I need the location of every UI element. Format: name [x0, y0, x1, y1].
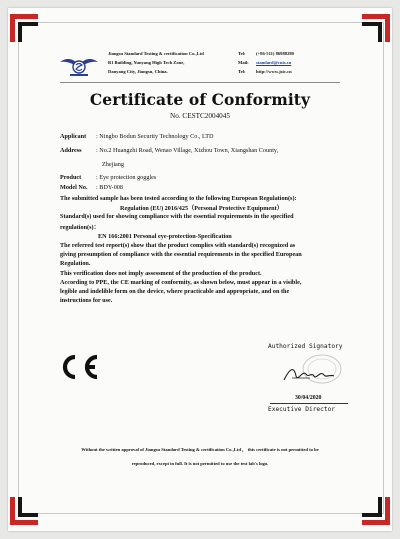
- web-label: Tel:: [238, 69, 246, 74]
- corner-ornament-top-left: [10, 14, 40, 44]
- signature-line: [270, 403, 348, 404]
- statement-line: Standard(s) used for showing compliance with the essential requirements in the specified: [60, 213, 294, 220]
- model-value: : BDY-008: [96, 184, 123, 191]
- issuer-address-line: B1 Building, Yunyang High Tech Zone,: [108, 60, 185, 65]
- issue-date: 30/04/2020: [295, 395, 322, 401]
- address-value: : No.2 Huangzhi Road, Wenao Village, Xizhou Town, Xiangshan County,: [96, 147, 279, 154]
- issuer-contacts: [238, 49, 294, 76]
- header-divider: [60, 82, 340, 83]
- issuer-address-line: Danyang City, Jiangsu, China.: [108, 69, 168, 74]
- model-label: Model No.: [60, 184, 88, 191]
- statement-line: instructions for use.: [60, 297, 113, 304]
- standard-line: EN 166:2001 Personal eye-protection-Specification: [98, 233, 232, 240]
- address-label: Address: [60, 147, 82, 154]
- regulation-line: Regulation (EU) 2016/425（Personal Protective Equipment）: [120, 205, 283, 212]
- tel-label: Tel:: [238, 51, 246, 56]
- address-row: [60, 147, 278, 154]
- handwritten-signature-icon: [280, 360, 340, 388]
- issuer-address: [108, 49, 204, 76]
- statement-line: This verification does not imply assessment of the production of the product.: [60, 270, 262, 277]
- statement-line: giving presumption of compliance with the essential requirements in the specified European: [60, 251, 302, 258]
- product-row: [60, 174, 156, 181]
- applicant-value: : Ningbo Bodun Security Technology Co., LTD: [96, 133, 214, 140]
- signatory-title: Executive Director: [268, 406, 336, 413]
- applicant-row: [60, 133, 213, 140]
- footer-line: reproduced, except in full. It is not permitted to use the test lab's logo.: [131, 461, 269, 466]
- mail-label: Mail:: [238, 60, 249, 65]
- corner-ornament-bottom-left: [10, 495, 40, 525]
- ce-mark-icon: [56, 352, 100, 382]
- corner-ornament-top-right: [360, 14, 390, 44]
- certificate-number: No. CESTC2004045: [170, 112, 230, 120]
- issuer-name: Jiangsu Standard Testing & certification Co.,Ltd: [108, 51, 204, 56]
- statement-line: legible and indelible form on the device, where practicable and appropriate, and on the: [60, 288, 290, 295]
- mail-link[interactable]: standard@cnis.cn: [256, 60, 292, 65]
- corner-ornament-bottom-right: [360, 495, 390, 525]
- web-value: http://www.jstc.cn: [256, 69, 292, 74]
- model-row: [60, 184, 123, 191]
- footer-line: Without the written approval of Jiangsu Standard Testing & certification Co.,Ltd ， this certificate is not permitted to be: [81, 447, 319, 452]
- applicant-label: Applicant: [60, 133, 87, 140]
- statement-line: Regulation.: [60, 260, 91, 267]
- statement-line: The referred test report(s) show that the product complies with standard(s) recognized as: [60, 242, 296, 249]
- product-label: Product: [60, 174, 82, 181]
- statement-line: regulation(s)：: [60, 224, 100, 231]
- document-title: Certificate of Conformity: [89, 90, 311, 109]
- company-logo-icon: [58, 52, 100, 80]
- statement-line: The submitted sample has been tested according to the following European Regulation(s):: [60, 195, 297, 202]
- statement-line: According to PPE, the CE marking of conformity, as shown below, must appear in a visible,: [60, 279, 302, 286]
- tel-value: (+86-511) 86988280: [256, 51, 294, 56]
- product-value: : Eye protection goggles: [96, 174, 157, 181]
- authorized-signatory-label: Authorized Signatory: [268, 343, 343, 350]
- address-continuation: Zhejiang: [102, 161, 124, 168]
